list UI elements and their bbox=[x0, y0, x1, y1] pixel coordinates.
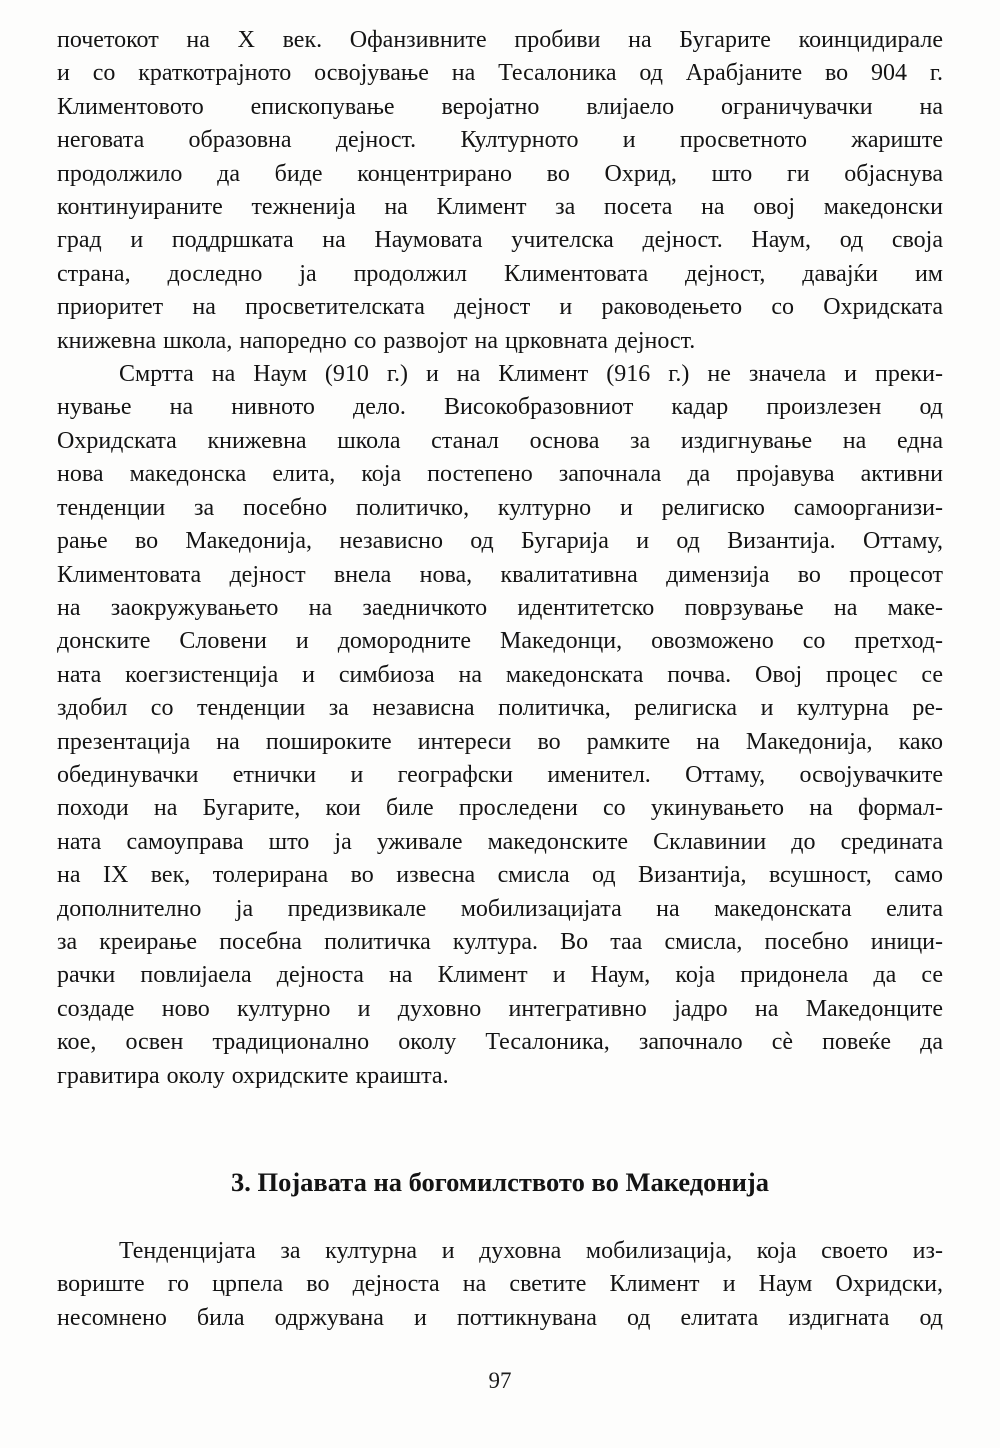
text-line: на заокружувањето на заедничкото идентитетско поврзување на маке- bbox=[57, 594, 943, 621]
text-line: продолжило да биде концентрирано во Охрид, што ги објаснува bbox=[57, 160, 943, 187]
text-line: и со краткотрајното освојување на Тесалоника од Арабјаните во 904 г. bbox=[57, 60, 943, 87]
text-line: ната самоуправа што ја уживале македонските Склавинии до средината bbox=[57, 828, 943, 855]
text-line: Климентовото епископување веројатно влијаело ограничувачки на bbox=[57, 93, 943, 120]
page-number: 97 bbox=[488, 1368, 512, 1393]
paragraph-bogomilism-intro bbox=[57, 1235, 943, 1335]
text-line: ната коегзистенција и симбиоза на македонската почва. Овој процес се bbox=[57, 661, 943, 688]
paragraph-klement-naum-legacy bbox=[57, 358, 943, 1093]
text-line: кое, освен традиционално околу Тесалоника, започнало сѐ повеќе да bbox=[57, 1029, 943, 1056]
paragraph-continuation bbox=[57, 24, 943, 358]
text-line: приоритет на просветителската дејност и раководењето со Охридската bbox=[57, 294, 943, 321]
text-line: град и поддршката на Наумовата учителска дејност. Наум, од своја bbox=[57, 227, 943, 254]
section-heading: 3. Појавата на богомилството во Македонија bbox=[230, 1167, 770, 1197]
text-line: рачки повлијаела дејноста на Климент и Наум, која придонела да се bbox=[57, 962, 943, 989]
text-line: Тенденцијата за културна и духовна мобилизација, која своето из- bbox=[119, 1238, 943, 1264]
text-line: нова македонска елита, која постепено започнала да пројавува активни bbox=[57, 461, 943, 488]
text-line: неговата образовна дејност. Културното и просветното жариште bbox=[57, 127, 943, 154]
text-line: гравитира околу охридските краишта. bbox=[57, 1062, 449, 1089]
text-line: страна, доследно ја продолжил Климентовата дејност, давајќи им bbox=[57, 260, 943, 287]
text-line: за креирање посебна политичка култура. Во таа смисла, посебно иници- bbox=[57, 928, 943, 955]
text-line: Климентовата дејност внела нова, квалитативна димензија во процесот bbox=[57, 561, 943, 588]
text-line: книжевна школа, напоредно со развојот на црковната дејност. bbox=[57, 327, 696, 354]
text-line: вориште го црпела во дејноста на светите Климент и Наум Охридски, bbox=[57, 1271, 943, 1298]
text-line: нување на нивното дело. Високобразовниот кадар произлезен од bbox=[57, 394, 943, 421]
text-line: донските Словени и домородните Македонци, овозможено со претход- bbox=[57, 628, 943, 655]
text-line: здобил со тенденции за независна политичка, религиска и културна ре- bbox=[57, 695, 943, 722]
text-line: тенденции за посебно политичко, културно и религиско самоорганизи- bbox=[57, 494, 943, 521]
text-line: обединувачки етнички и географски именител. Оттаму, освојувачките bbox=[57, 761, 943, 788]
page-content bbox=[57, 24, 943, 1335]
text-line: континуираните тежненија на Климент за посета на овој македонски bbox=[57, 194, 943, 221]
text-line: рање во Македонија, независно од Бугарија и од Византија. Оттаму, bbox=[57, 528, 943, 555]
text-line: Охридската книжевна школа станал основа за издигнување на една bbox=[57, 427, 943, 454]
text-line: несомнено била одржувана и поттикнувана од елитата издигната од bbox=[57, 1304, 943, 1331]
text-line: Смртта на Наум (910 г.) и на Климент (916 г.) не значела и преки- bbox=[119, 361, 943, 388]
text-line: на IX век, толерирана во извесна смисла од Византија, всушност, само bbox=[57, 862, 943, 889]
text-line: презентација на пошироките интереси во рамките на Македонија, како bbox=[57, 728, 943, 755]
text-line: создаде ново културно и духовно интегративно јадро на Македонците bbox=[57, 995, 943, 1022]
text-line: почетокот на X век. Офанзивните пробиви на Бугарите коинцидирале bbox=[57, 27, 943, 53]
text-line: дополнително ја предизвикале мобилизацијата на македонската елита bbox=[57, 895, 943, 922]
text-line: походи на Бугарите, кои биле проследени со укинувањето на формал- bbox=[57, 795, 943, 822]
